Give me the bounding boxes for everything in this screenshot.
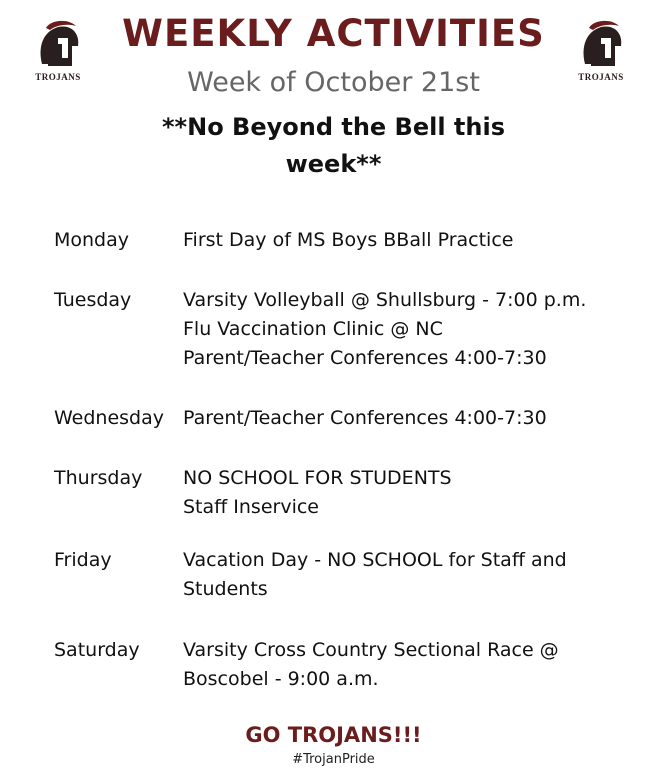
- activity-item: NO SCHOOL FOR STUDENTS: [183, 467, 452, 489]
- week-subtitle: Week of October 21st: [187, 67, 480, 98]
- page-title: WEEKLY ACTIVITIES: [122, 12, 545, 55]
- activity-list: [183, 464, 628, 522]
- activity-item: First Day of MS Boys BBall Practice: [183, 229, 514, 251]
- activity-item: Boscobel - 9:00 a.m.: [183, 668, 379, 690]
- activity-item: Flu Vaccination Clinic @ NC: [183, 318, 443, 340]
- activity-list: [183, 226, 628, 255]
- logo-text: TROJANS: [35, 72, 81, 82]
- day-label: Monday: [54, 229, 130, 251]
- footer-cheer: GO TROJANS!!!: [245, 723, 422, 747]
- day-label: Saturday: [54, 639, 140, 661]
- day-label: Tuesday: [54, 289, 132, 311]
- activity-item: Staff Inservice: [183, 496, 319, 518]
- notice: [0, 109, 667, 183]
- activity-list: [183, 546, 628, 604]
- activity-list: [183, 636, 628, 694]
- day-label: Wednesday: [54, 407, 165, 429]
- activity-list: [183, 404, 628, 433]
- activity-item: Varsity Cross Country Sectional Race @: [183, 639, 559, 661]
- notice-line: **No Beyond the Bell this: [162, 113, 505, 141]
- activity-item: Parent/Teacher Conferences 4:00-7:30: [183, 407, 547, 429]
- activity-item: Students: [183, 578, 268, 600]
- day-label: Thursday: [54, 467, 143, 489]
- activity-list: [183, 286, 628, 373]
- footer-hashtag: #TrojanPride: [292, 752, 375, 767]
- activity-item: Varsity Volleyball @ Shullsburg - 7:00 p.m.: [183, 289, 587, 311]
- activity-item: Vacation Day - NO SCHOOL for Staff and: [183, 549, 567, 571]
- activity-item: Parent/Teacher Conferences 4:00-7:30: [183, 347, 547, 369]
- day-label: Friday: [54, 549, 112, 571]
- logo-text: TROJANS: [578, 72, 624, 82]
- notice-line: week**: [285, 150, 382, 178]
